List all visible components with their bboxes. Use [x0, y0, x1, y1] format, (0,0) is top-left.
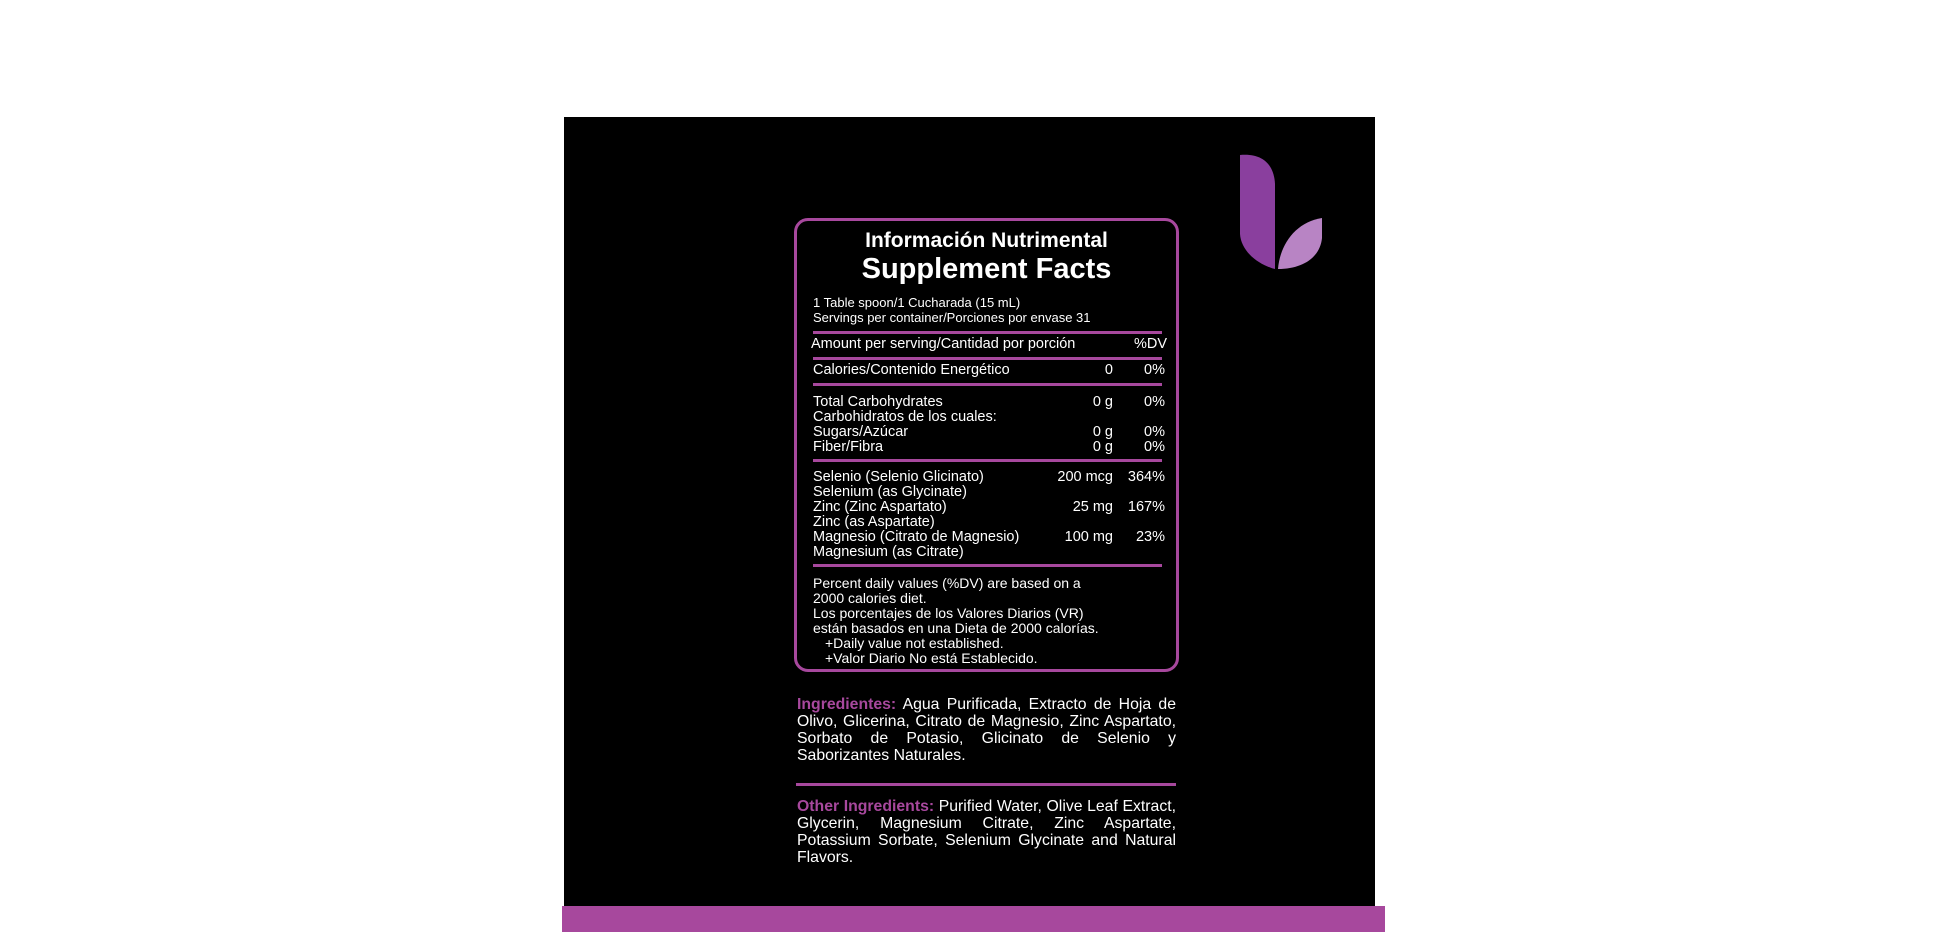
divider: [796, 783, 1176, 786]
amount-header-row: [811, 336, 1167, 352]
footnote-line: están basados en una Dieta de 2000 calorías.: [813, 620, 1099, 636]
footnote-line: +Valor Diario No está Establecido.: [825, 650, 1038, 666]
leaf-logo-icon: [1238, 152, 1324, 272]
nutrient-row: [813, 425, 1165, 440]
nutrient-amount: 0 g: [1092, 394, 1113, 410]
divider: [813, 459, 1162, 462]
footnote-line: +Daily value not established.: [825, 635, 1004, 651]
supplement-facts-panel: [794, 218, 1179, 672]
nutrient-label: Calories/Contenido Energético: [813, 362, 1010, 378]
nutrient-label: Magnesium (as Citrate): [813, 544, 964, 560]
nutrient-label: Magnesio (Citrato de Magnesio): [813, 529, 1020, 545]
nutrient-label: Total Carbohydrates: [813, 394, 943, 410]
nutrient-label: Selenio (Selenio Glicinato): [813, 469, 984, 485]
nutrient-row: [813, 545, 1165, 560]
facts-title-es: Información Nutrimental: [865, 229, 1108, 252]
divider: [813, 357, 1162, 360]
nutrient-dv: 0%: [1144, 424, 1165, 440]
nutrient-row: [813, 470, 1165, 485]
footnote-line: Percent daily values (%DV) are based on a: [813, 575, 1081, 591]
nutrient-row: [813, 410, 1165, 425]
ingredients-en-text: Purified Water, Olive Leaf Extract, Glycerin, Magnesium Citrate, Zinc Aspartate, Potassium Sorbate, Selenium Glycinate and Natural Flavors.: [797, 798, 1176, 866]
nutrient-dv: 0%: [1144, 362, 1165, 378]
nutrient-dv: 0%: [1144, 439, 1165, 455]
ingredients-es-label: Ingredientes:: [797, 696, 897, 713]
serving-size: 1 Table spoon/1 Cucharada (15 mL): [813, 295, 1021, 310]
facts-title-en: Supplement Facts: [861, 253, 1112, 285]
nutrient-label: Carbohidratos de los cuales:: [813, 409, 997, 425]
nutrient-row: [813, 515, 1165, 530]
divider: [813, 383, 1162, 386]
ingredients-en: [797, 798, 1176, 866]
nutrient-label: Zinc (Zinc Aspartato): [813, 499, 947, 515]
dv-header: %DV: [1133, 336, 1167, 352]
nutrient-row: [813, 395, 1165, 410]
footnote-line: 2000 calories diet.: [813, 590, 927, 606]
nutrient-row: [813, 485, 1165, 500]
bottom-band: [562, 906, 1385, 932]
ingredients-es-text: Agua Purificada, Extracto de Hoja de Olivo, Glicerina, Citrato de Magnesio, Zinc Aspartato, Sorbato de Potasio, Glicinato de Selenio y Saborizantes Naturales.: [797, 696, 1176, 764]
amount-header: Amount per serving/Cantidad por porción: [811, 336, 1076, 352]
nutrient-label: Fiber/Fibra: [813, 439, 884, 455]
nutrient-dv: 0%: [1144, 394, 1165, 410]
nutrient-amount: 0 g: [1092, 424, 1113, 440]
divider: [813, 564, 1162, 567]
nutrient-dv: 23%: [1135, 529, 1165, 545]
servings-per-container: Servings per container/Porciones por envase 31: [813, 310, 1091, 325]
ingredients-es: [797, 696, 1176, 764]
nutrient-dv: 167%: [1127, 499, 1165, 515]
nutrient-label: Zinc (as Aspartate): [813, 514, 935, 530]
nutrient-row: [813, 500, 1165, 515]
nutrient-row: [813, 530, 1165, 545]
nutrient-amount: 200 mcg: [1057, 469, 1113, 485]
footnote-line: Los porcentajes de los Valores Diarios (VR): [813, 605, 1084, 621]
nutrient-amount: 0 g: [1092, 439, 1113, 455]
daily-value-footnote: [813, 576, 1168, 666]
calories-row: [813, 363, 1165, 378]
nutrient-label: Sugars/Azúcar: [813, 424, 909, 440]
ingredients-en-label: Other Ingredients:: [797, 798, 935, 815]
nutrient-amount: 100 mg: [1064, 529, 1113, 545]
nutrient-row: [813, 440, 1165, 455]
nutrient-label: Selenium (as Glycinate): [813, 484, 967, 500]
nutrient-dv: 364%: [1127, 469, 1165, 485]
nutrient-amount: 25 mg: [1072, 499, 1113, 515]
divider: [813, 331, 1162, 334]
nutrient-amount: 0: [1104, 362, 1113, 378]
